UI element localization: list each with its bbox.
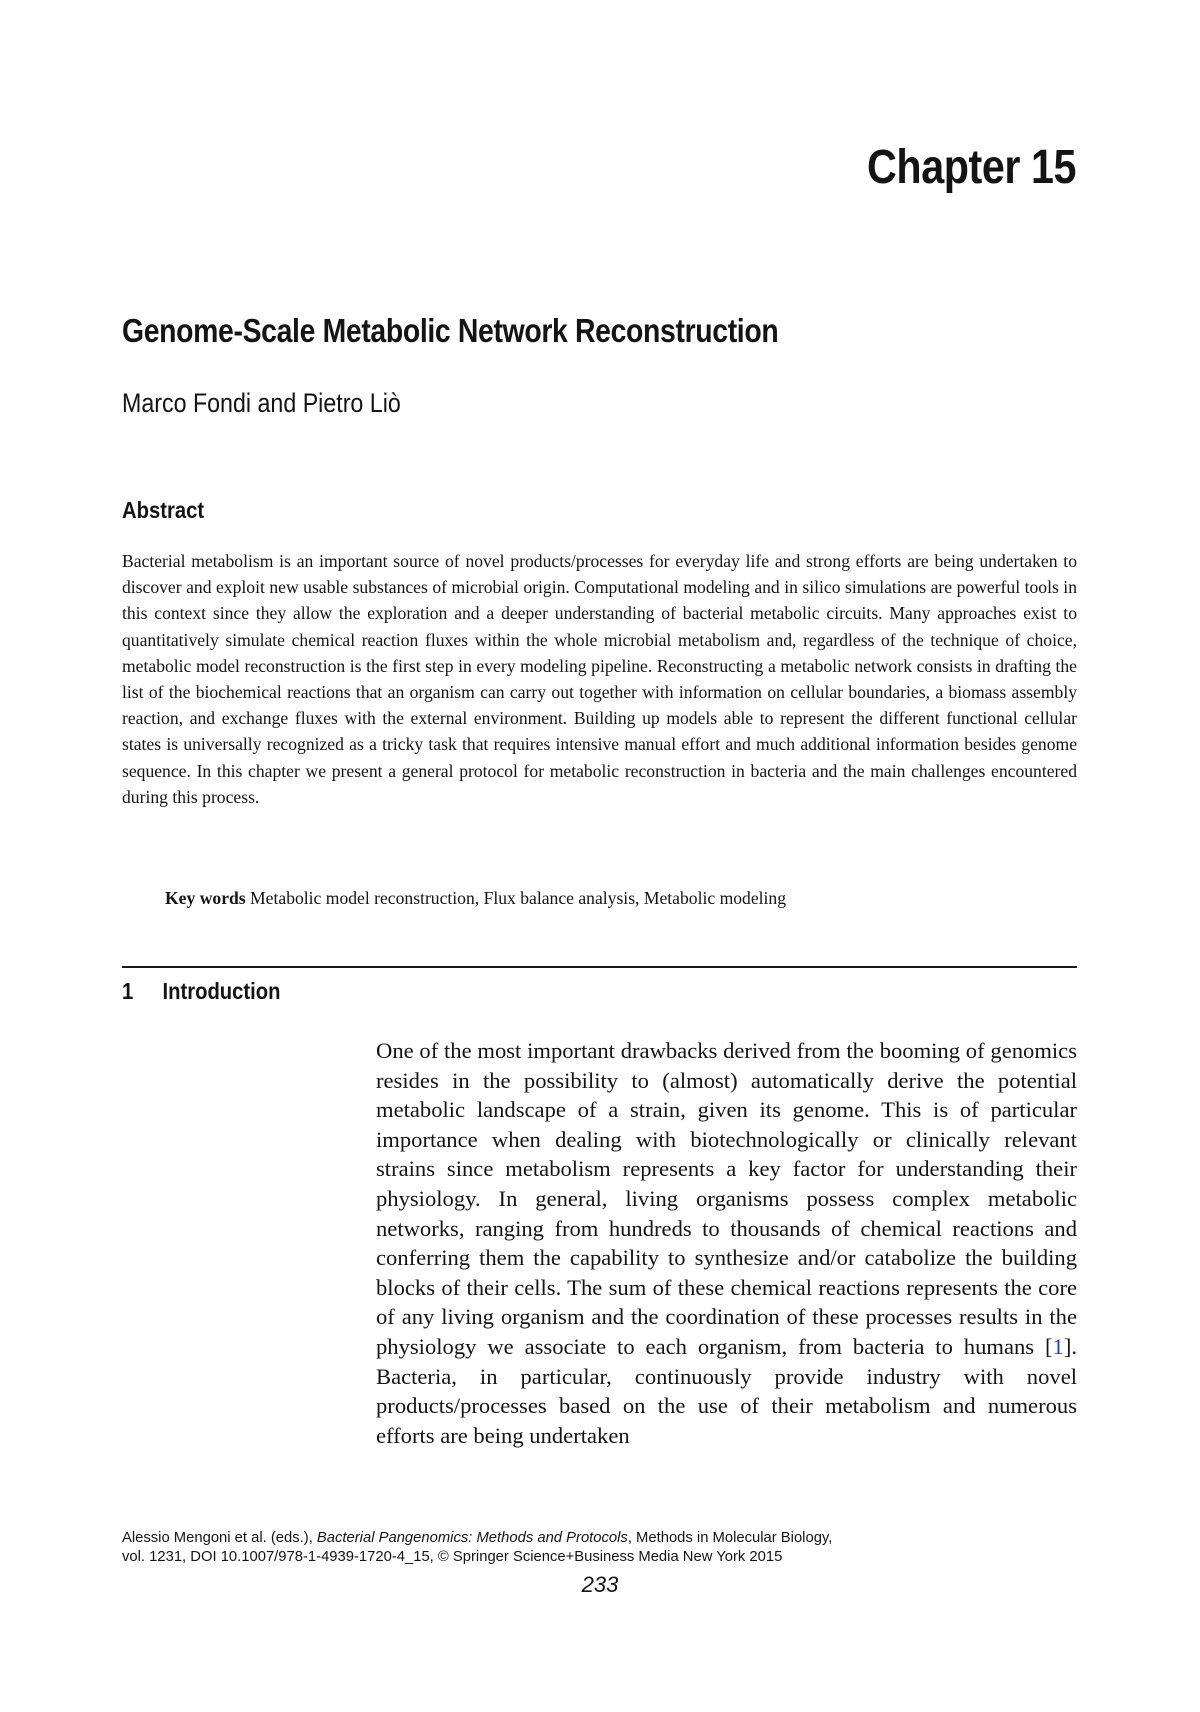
publication-footnote (122, 1529, 1077, 1566)
section-heading (122, 978, 281, 1005)
section-number: 1 (122, 978, 134, 1004)
footnote-book-title: Bacterial Pangenomics: Methods and Protocols (316, 1530, 628, 1546)
author-list: Marco Fondi and Pietro Liò (122, 388, 401, 418)
keywords-text: Metabolic model reconstruction, Flux balance analysis, Metabolic modeling (245, 888, 787, 908)
footnote-line-1 (122, 1529, 1077, 1548)
paper-title: Genome-Scale Metabolic Network Reconstruction (122, 312, 779, 349)
introduction-paragraph (376, 1036, 1077, 1450)
intro-text-part-2: ]. Bacteria, in particular, continuously provide industry with novel products/processes based on the use of their metabolism and numerous efforts are being undertaken (376, 1333, 1077, 1448)
section-divider (122, 966, 1077, 968)
footnote-line-2: vol. 1231, DOI 10.1007/978-1-4939-1720-4_15, © Springer Science+Business Media New York 2015 (122, 1548, 783, 1565)
citation-link[interactable]: 1 (1052, 1333, 1064, 1359)
intro-text-part-1: One of the most important drawbacks derived from the booming of genomics resides in the possibility to (almost) automatically derive the potential metabolic landscape of a strain, given its genome. This is of particular importance when dealing with biotechnologically or clinically relevant strains since metabolism represents a key factor for understanding their physiology. In general, living organisms possess complex metabolic networks, ranging from hundreds to thousands of chemical reactions and conferring them the capability to synthesize and/or catabolize the building blocks of their cells. The sum of these chemical reactions represents the core of any living organism and the coordination of these processes results in the physiology we associate to each organism, from bacteria to humans [ (376, 1038, 1077, 1359)
chapter-label: Chapter 15 (866, 141, 1076, 194)
footnote-editors: Alessio Mengoni et al. (eds.), (122, 1530, 317, 1546)
section-title: Introduction (162, 978, 281, 1004)
page-number: 233 (581, 1572, 619, 1597)
footnote-series: , Methods in Molecular Biology, (627, 1530, 833, 1546)
keywords-line (165, 885, 1077, 911)
keywords-label: Key words (165, 888, 246, 908)
abstract-heading: Abstract (122, 497, 205, 523)
abstract-body: Bacterial metabolism is an important source of novel products/processes for everyday life and strong efforts are being undertaken to discover and exploit new usable substances of microbial origin. Computational modeling and in silico simulations are powerful tools in this context since they allow the exploration and a deeper understanding of bacterial metabolic circuits. Many approaches exist to quantitatively simulate chemical reaction fluxes within the whole microbial metabolism and, regardless of the technique of choice, metabolic model reconstruction is the first step in every modeling pipeline. Reconstructing a metabolic network consists in drafting the list of the biochemical reactions that an organism can carry out together with information on cellular boundaries, a biomass assembly reaction, and exchange fluxes with the external environment. Building up models able to represent the different functional cellular states is universally recognized as a tricky task that requires intensive manual effort and much additional information besides genome sequence. In this chapter we present a general protocol for metabolic reconstruction in bacteria and the main challenges encountered during this process. (122, 551, 1077, 807)
